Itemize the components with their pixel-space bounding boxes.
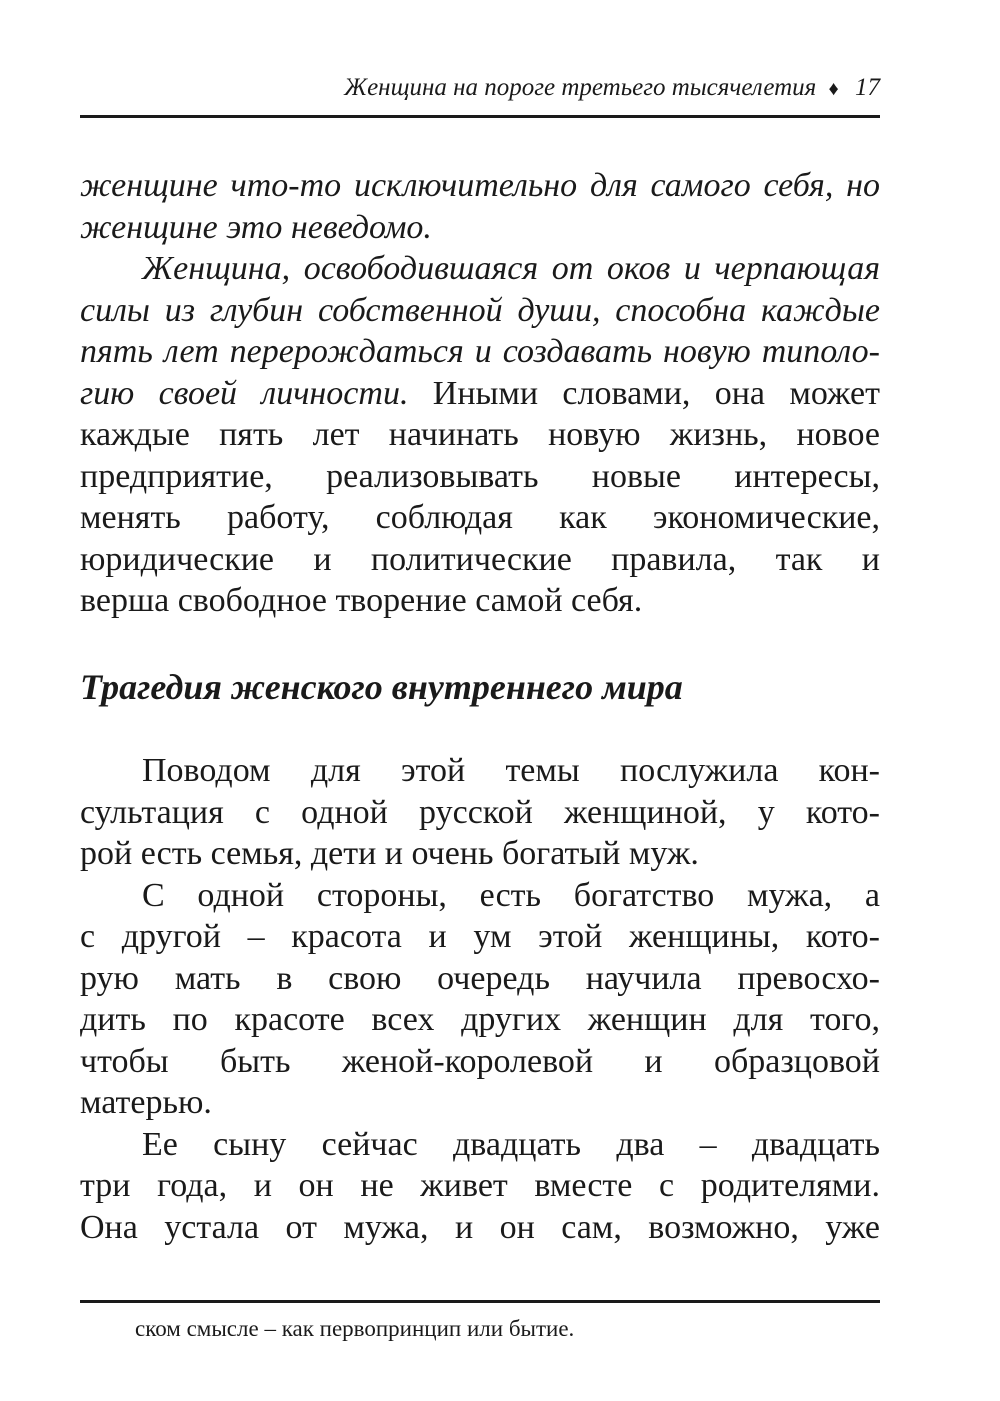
text-line: рой есть семья, дети и очень богатый муж. [80,835,699,872]
text-line: рую мать в свою очередь научила превосхо- [80,959,880,997]
body-text-top [80,165,880,622]
paragraph-5 [80,1124,880,1249]
text-line: женщине что-то исключительно для самого себя, но [80,167,880,204]
text-line: Поводом для этой темы послужила кон- [142,752,880,789]
text-line: Она устала от мужа, и он сам, возможно, уже [80,1208,880,1246]
diamond-separator-icon: ♦ [828,78,839,100]
paragraph-3 [80,750,880,875]
text-line: чтобы быть женой-королевой и образцовой [80,1042,880,1080]
text-line: матерью. [80,1084,212,1121]
text-line: сультация с одной русской женщиной, у кото- [80,793,880,831]
text-line: менять работу, соблюдая как экономические, [80,499,880,536]
page-number: 17 [855,74,880,101]
text-line: каждые пять лет начинать новую жизнь, новое [80,416,880,453]
body-text-bottom [80,750,880,1248]
text-line: Женщина, освободившаяся от оков и черпающая [142,250,880,287]
footnote-rule [80,1300,880,1303]
italic-run: гию своей личности. [80,374,409,412]
text-line-mixed [80,373,880,415]
text-line: три года, и он не живет вместе с родителями. [80,1167,880,1204]
header-rule [80,115,880,118]
text-line: с другой – красота и ум этой женщины, кото- [80,918,880,955]
text-line: дить по красоте всех других женщин для того, [80,1001,880,1038]
text-line: женщине это неведомо. [80,208,432,246]
text-line: верша свободное творение самой себя. [80,582,643,619]
text-line: силы из глубин собственной души, способна каждые [80,291,880,329]
paragraph-2 [80,248,880,622]
paragraph-1 [80,165,880,248]
text-line: предприятие, реализовывать новые интересы, [80,457,880,495]
running-head [80,70,880,107]
text-line: С одной стороны, есть богатство мужа, а [142,876,880,914]
running-head-title: Женщина на пороге третьего тысячелетия [344,74,817,101]
text-line: Ее сыну сейчас двадцать два – двадцать [142,1125,880,1163]
section-heading: Трагедия женского внутреннего мира [80,667,683,707]
regular-run: Иными словами, она может [408,374,880,412]
paragraph-4 [80,875,880,1124]
text-line: пять лет перерождаться и создавать новую типоло- [80,333,880,370]
text-line: юридические и политические правила, так и [80,540,880,578]
footnote: ском смысле – как первопринцип или бытие. [135,1316,575,1341]
